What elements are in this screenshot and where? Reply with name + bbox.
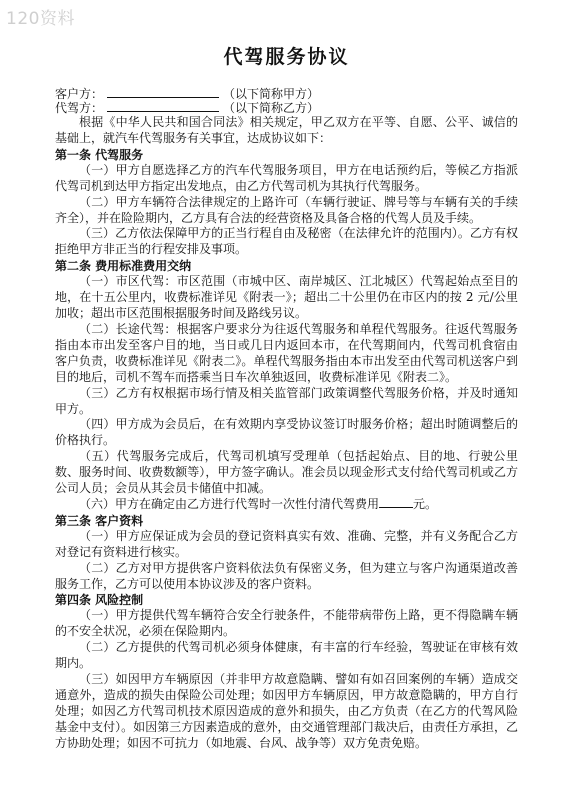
article-3-clause-2: （二）乙方对甲方提供客户资料依法负有保密义务，但为建立与客户沟通渠道改善服务工作，乙方可以使用本协议涉及的客户资料。 bbox=[55, 560, 518, 591]
article-4-clause-2: （二）乙方提供的代驾司机必须身体健康，有丰富的行车经验，驾驶证在审核有效期内。 bbox=[55, 640, 518, 671]
fee-amount-blank[interactable] bbox=[379, 497, 413, 508]
client-suffix: （以下简称甲方） bbox=[223, 87, 320, 101]
article-2-clause-1: （一）市区代驾：市区范围（市城中区、南岸城区、江北城区）代驾起始点至目的地，在十五公里内，收费标准详见《附表一》；超出二十公里仍在市区内的按 2 元/公里加收；超出市区范围根据服务时间及路线另议。 bbox=[55, 274, 518, 321]
article-3-heading: 第三条 客户资料 bbox=[55, 513, 144, 528]
article-2-clause-2: （二）长途代驾：根据客户要求分为往返代驾服务和单程代驾服务。往返代驾服务指由本市出发至客户目的地，当日或几日内返回本市，在代驾期间内，代驾司机食宿由客户负责，收费标准详见《附表二》。单程代驾服务指由本市出发至由代驾司机送客户到目的地后，司机不驾车而搭乘当日车次单独返回，收费标准详见《附表二》。 bbox=[55, 321, 518, 384]
article-4-clause-1: （一）甲方提供代驾车辆符合安全行驶条件，不能带病带伤上路，更不得隐瞒车辆的不安全状况，必须在保险期内。 bbox=[55, 608, 518, 639]
article-2-clause-6-text: （六）甲方在确定由乙方进行代驾时一次性付清代驾费用 bbox=[79, 496, 380, 511]
article-4-heading: 第四条 风险控制 bbox=[55, 593, 144, 608]
article-1-clause-2: （二）甲方车辆符合法律规定的上路许可（车辆行驶证、牌号等与车辆有关的手续齐全），并在险险期内，乙方具有合法的经营资格及具备合格的代驾人员及手续。 bbox=[55, 194, 518, 225]
driver-party-line bbox=[55, 101, 518, 115]
driver-label: 代驾方： bbox=[55, 101, 104, 115]
driver-suffix: （以下简称乙方） bbox=[223, 101, 320, 115]
client-name-blank[interactable] bbox=[107, 87, 219, 98]
article-1-clause-3: （三）乙方依法保障甲方的正当行程自由及秘密（在法律允许的范围内）。乙方有权拒绝甲方非正当的行程安排及事项。 bbox=[55, 226, 518, 257]
watermark: 120资料 bbox=[6, 9, 75, 29]
driver-name-blank[interactable] bbox=[107, 101, 219, 112]
article-2-heading: 第二条 费用标准费用交纳 bbox=[55, 259, 192, 274]
article-2-clause-5: （五）代驾服务完成后，代驾司机填写受理单（包括起始点、目的地、行驶公里数、服务时间、收费数额等），甲方签字确认。准会员以现金形式支付给代驾司机或乙方公司人员；会员从其会员卡储值中扣减。 bbox=[55, 449, 518, 496]
article-2-clause-4: （四）甲方成为会员后，在有效期内享受协议签订时服务价格；超出时随调整后的价格执行。 bbox=[55, 417, 518, 448]
article-2-clause-6 bbox=[55, 497, 518, 513]
document-page bbox=[55, 42, 518, 752]
article-2-clause-3: （三）乙方有权根据市场行情及相关监管部门政策调整代驾服务价格，并及时通知甲方。 bbox=[55, 385, 518, 416]
article-1-heading: 第一条 代驾服务 bbox=[55, 147, 144, 162]
article-3-clause-1: （一）甲方应保证成为会员的登记资料真实有效、准确、完整，并有义务配合乙方对登记有资料进行核实。 bbox=[55, 528, 518, 559]
article-2-clause-6-unit: 元。 bbox=[413, 496, 438, 511]
article-4-clause-3: （三）如因甲方车辆原因（并非甲方故意隐瞒、譬如有如召回案例的车辆）造成交通意外，造成的损失由保险公司处理；如因甲方车辆原因，甲方故意隐瞒的，甲方自行处理；如因乙方代驾司机技术原因造成的意外和损失，由乙方负责（在乙方的代驾风险基金中支付）。如因第三方因素造成的意外，由交通管理部门裁决后，由责任方承担，乙方协助处理；如因不可抗力（如地震、台风、战争等）双方免责免赔。 bbox=[55, 672, 518, 750]
client-party-line bbox=[55, 87, 518, 101]
intro-paragraph: 根据《中华人民共和国合同法》相关规定，甲乙双方在平等、自愿、公平、诚信的基础上，就汽车代驾服务有关事宜，达成协议如下： bbox=[55, 115, 518, 145]
client-label: 客户方： bbox=[55, 87, 104, 101]
document-title: 代驾服务协议 bbox=[223, 46, 350, 68]
article-1-clause-1: （一）甲方自愿选择乙方的汽车代驾服务项目，甲方在电话预约后，等候乙方指派代驾司机到达甲方指定出发地点，由乙方代驾司机为其执行代驾服务。 bbox=[55, 162, 518, 193]
